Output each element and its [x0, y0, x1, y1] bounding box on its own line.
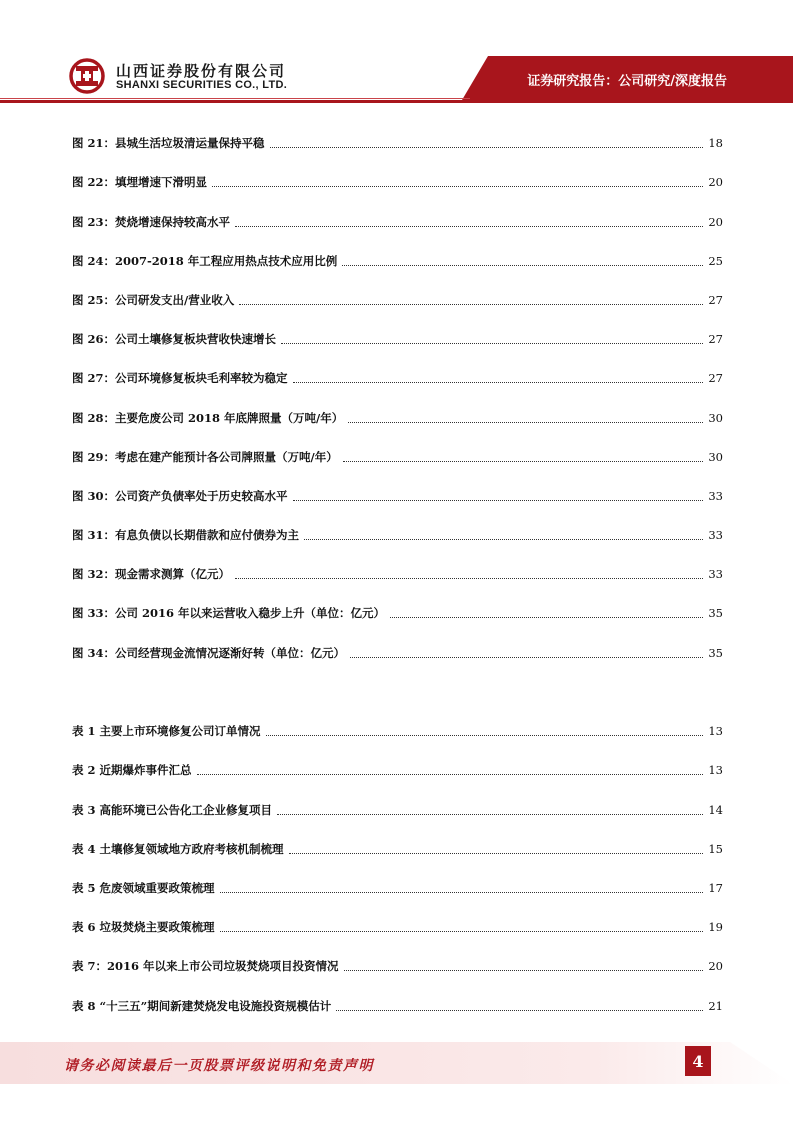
toc-entry-label: 表 5 危废领域重要政策梳理 [72, 880, 215, 895]
toc-entry-label: 图 34：公司经营现金流情况逐渐好转（单位：亿元） [72, 645, 346, 660]
dot-leader [289, 847, 704, 854]
toc-entry-figure[interactable] [72, 152, 723, 191]
dot-leader [197, 768, 704, 775]
toc-entry-page: 18 [708, 136, 723, 151]
toc-entry-label: 图 26：公司土壤修复板块营收快速增长 [72, 332, 277, 347]
toc-entry-page: 30 [708, 449, 723, 464]
toc-entry-figure[interactable] [72, 191, 723, 230]
dot-leader [348, 416, 703, 423]
toc-entry-page: 19 [708, 920, 723, 935]
toc-entry-label: 图 29：考虑在建产能预计各公司牌照量（万吨/年） [72, 449, 338, 464]
toc-entry-page: 20 [708, 959, 723, 974]
toc-entry-figure[interactable] [72, 622, 723, 661]
toc-entry-page: 27 [708, 292, 723, 307]
toc-entry-page: 27 [708, 371, 723, 386]
toc-entry-figure[interactable] [72, 113, 723, 152]
toc-entry-page: 21 [708, 998, 723, 1013]
dot-leader [293, 494, 704, 501]
toc-entry-page: 27 [708, 332, 723, 347]
toc-entry-label: 表 4 土壤修复领域地方政府考核机制梳理 [72, 841, 284, 856]
toc-entry-figure[interactable] [72, 466, 723, 505]
toc-entry-page: 13 [708, 763, 723, 778]
toc-entry-label: 图 21：县城生活垃圾清运量保持平稳 [72, 136, 265, 151]
company-name-cn: 山西证券股份有限公司 [116, 62, 287, 80]
toc-entry-page: 14 [708, 802, 723, 817]
toc-entry-label: 表 2 近期爆炸事件汇总 [72, 763, 192, 778]
toc-entry-page: 33 [708, 488, 723, 503]
dot-leader [350, 651, 703, 658]
dot-leader [239, 298, 703, 305]
toc-entry-figure[interactable] [72, 505, 723, 544]
dot-leader [342, 259, 703, 266]
dot-leader [220, 925, 704, 932]
dot-leader [343, 455, 704, 462]
company-name-en: SHANXI SECURITIES CO., LTD. [116, 79, 288, 91]
disclaimer-note: 请务必阅读最后一页股票评级说明和免责声明 [64, 1058, 374, 1074]
toc-entry-table[interactable] [72, 936, 723, 975]
toc-entry-label: 图 23：焚烧增速保持较高水平 [72, 214, 231, 229]
page-number: 4 [685, 1046, 711, 1076]
dot-leader [212, 180, 703, 187]
toc-entry-figure[interactable] [72, 427, 723, 466]
toc-entry-page: 35 [708, 606, 723, 621]
page-footer [0, 1042, 793, 1090]
dot-leader [266, 729, 704, 736]
toc-entry-label: 图 28：主要危废公司 2018 年底牌照量（万吨/年） [72, 410, 344, 425]
toc-entry-label: 图 31：有息负债以长期借款和应付债券为主 [72, 528, 300, 543]
toc-entry-figure[interactable] [72, 231, 723, 270]
dot-leader [344, 964, 704, 971]
toc-entry-label: 图 24：2007-2018 年工程应用热点技术应用比例 [72, 253, 338, 268]
shanxi-securities-logo-icon [68, 58, 106, 94]
dot-leader [235, 220, 703, 227]
toc-entry-table[interactable] [72, 975, 723, 1014]
toc-entry-label: 图 33：公司 2016 年以来运营收入稳步上升（单位：亿元） [72, 606, 386, 621]
table-list [72, 701, 723, 1015]
dot-leader [277, 808, 703, 815]
dot-leader [235, 572, 703, 579]
toc-entry-label: 表 8 “十三五”期间新建焚烧发电设施投资规模估计 [72, 998, 332, 1013]
dot-leader [293, 376, 704, 383]
toc-entry-label: 表 3 高能环境已公告化工企业修复项目 [72, 802, 273, 817]
toc-entry-page: 33 [708, 567, 723, 582]
toc-entry-page: 35 [708, 645, 723, 660]
toc-entry-figure[interactable] [72, 387, 723, 426]
page-header [0, 0, 793, 104]
toc-entry-table[interactable] [72, 779, 723, 818]
toc-entry-table[interactable] [72, 740, 723, 779]
toc-entry-page: 15 [708, 841, 723, 856]
toc-entry-figure[interactable] [72, 544, 723, 583]
toc-entry-page: 17 [708, 880, 723, 895]
toc-entry-table[interactable] [72, 701, 723, 740]
dot-leader [220, 886, 704, 893]
dot-leader [336, 1004, 703, 1011]
toc-entry-label: 图 32：现金需求测算（亿元） [72, 567, 231, 582]
toc-entry-label: 表 6 垃圾焚烧主要政策梳理 [72, 920, 215, 935]
toc-entry-table[interactable] [72, 897, 723, 936]
dot-leader [390, 611, 703, 618]
toc-entry-label: 图 27：公司环境修复板块毛利率较为稳定 [72, 371, 288, 386]
toc-entry-figure[interactable] [72, 309, 723, 348]
toc-entry-figure[interactable] [72, 270, 723, 309]
toc-entry-figure[interactable] [72, 583, 723, 622]
figure-list [72, 113, 723, 662]
toc-entry-page: 25 [708, 253, 723, 268]
toc-entry-label: 表 1 主要上市环境修复公司订单情况 [72, 724, 261, 739]
toc-entry-page: 33 [708, 528, 723, 543]
toc-entry-figure[interactable] [72, 348, 723, 387]
toc-entry-page: 20 [708, 175, 723, 190]
toc-entry-table[interactable] [72, 858, 723, 897]
toc-entry-page: 30 [708, 410, 723, 425]
toc-entry-label: 图 30：公司资产负债率处于历史较高水平 [72, 488, 288, 503]
toc-entry-label: 图 25：公司研发支出/营业收入 [72, 292, 235, 307]
dot-leader [270, 141, 704, 148]
toc-entry-label: 表 7：2016 年以来上市公司垃圾焚烧项目投资情况 [72, 959, 339, 974]
dot-leader [281, 337, 703, 344]
dot-leader [304, 533, 703, 540]
report-type-label: 证券研究报告：公司研究/深度报告 [527, 74, 727, 89]
toc-entry-page: 13 [708, 724, 723, 739]
toc-entry-label: 图 22：填埋增速下滑明显 [72, 175, 208, 190]
toc-entry-table[interactable] [72, 819, 723, 858]
toc-entry-page: 20 [708, 214, 723, 229]
